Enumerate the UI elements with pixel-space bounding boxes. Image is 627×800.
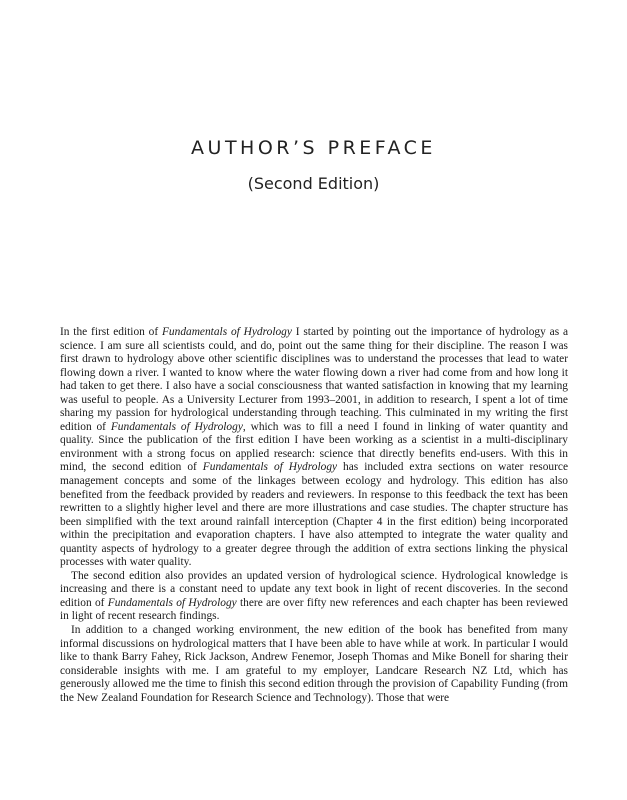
paragraph-1-text-b: I started by pointing out the importance of hydrology as a science. I am sure all scientists could, and do, point out the same thing for their discipline. The reason I was first drawn to hydrology above other scientific disciplines was to understand the processes that lead to water flowing down a river. I wanted to know where the water flowing down a river had come from and how long it had taken to get there. I also have a social consciousness that wanted satisfaction in knowing that my learning was useful to people. As a University Lecturer from 1993–2001, in addition to research, I spent a lot of time sharing my passion for hydrological understanding through teaching. This culminated in my writing the first edition of: [60, 326, 568, 433]
book-title-italic: Fundamentals of Hydrology: [110, 420, 243, 433]
paragraph-1-text-a: In the first edition of: [60, 326, 162, 338]
paragraph-2: [60, 570, 568, 624]
book-title-italic: Fundamentals of Hydrology: [161, 326, 292, 338]
paragraph-1-text-c: , which was to fill a need I found in linking of water quantity and quality. Since the publication of the first edition I have been working as a scientist in a multi-disciplinary environment with a strong focus on applied research: science that directly benefits end-users. With this in mind, the second edition of: [60, 420, 568, 474]
page-title: AUTHOR’S PREFACE: [191, 137, 436, 159]
paragraph-1-text-d: has included extra sections on water resource management concepts and some of the linkages between ecology and hydrology. This edition has also benefited from the feedback provided by readers and reviewers. In response to this feedback the text has been rewritten to a slightly higher level and there are more illustrations and case studies. The chapter structure has been simplified with the text around rainfall interception (Chapter 4 in the first edition) being incorporated within the precipitation and evaporation chapters. I have also attempted to integrate the water quality and quantity aspects of hydrology to a greater degree through the addition of extra sections linking the physical processes with water quality.: [60, 461, 569, 569]
preface-body: [60, 326, 568, 705]
book-title-italic: Fundamentals of Hydrology: [107, 596, 237, 609]
book-title-italic: Fundamentals of Hydrology: [202, 461, 338, 474]
paragraph-2-text-b: there are over fifty new references and each chapter has been reviewed in light of recent research findings.: [60, 596, 568, 623]
page-subtitle: (Second Edition): [247, 174, 380, 193]
paragraph-3-text-a: In addition to a changed working environment, the new edition of the book has benefited from many informal discussions on hydrological matters that I have been able to have while at work. In particular I would like to thank Barry Fahey, Rick Jackson, Andrew Fenemor, Joseph Thomas and Mike Bonell for sharing their considerable insights with me. I am grateful to my employer, Landcare Research NZ Ltd, which has generously allowed me the time to finish this second edition through the provision of Capability Funding (from the New Zealand Foundation for Research Science and Technology). Those that were: [60, 624, 568, 704]
paragraph-2-text-a: The second edition also provides an updated version of hydrological science. Hydrological knowledge is increasing and there is a constant need to update any text book in light of recent discoveries. In the second edition of: [60, 569, 568, 609]
paragraph-3: [60, 624, 568, 705]
paragraph-1: [60, 326, 568, 570]
